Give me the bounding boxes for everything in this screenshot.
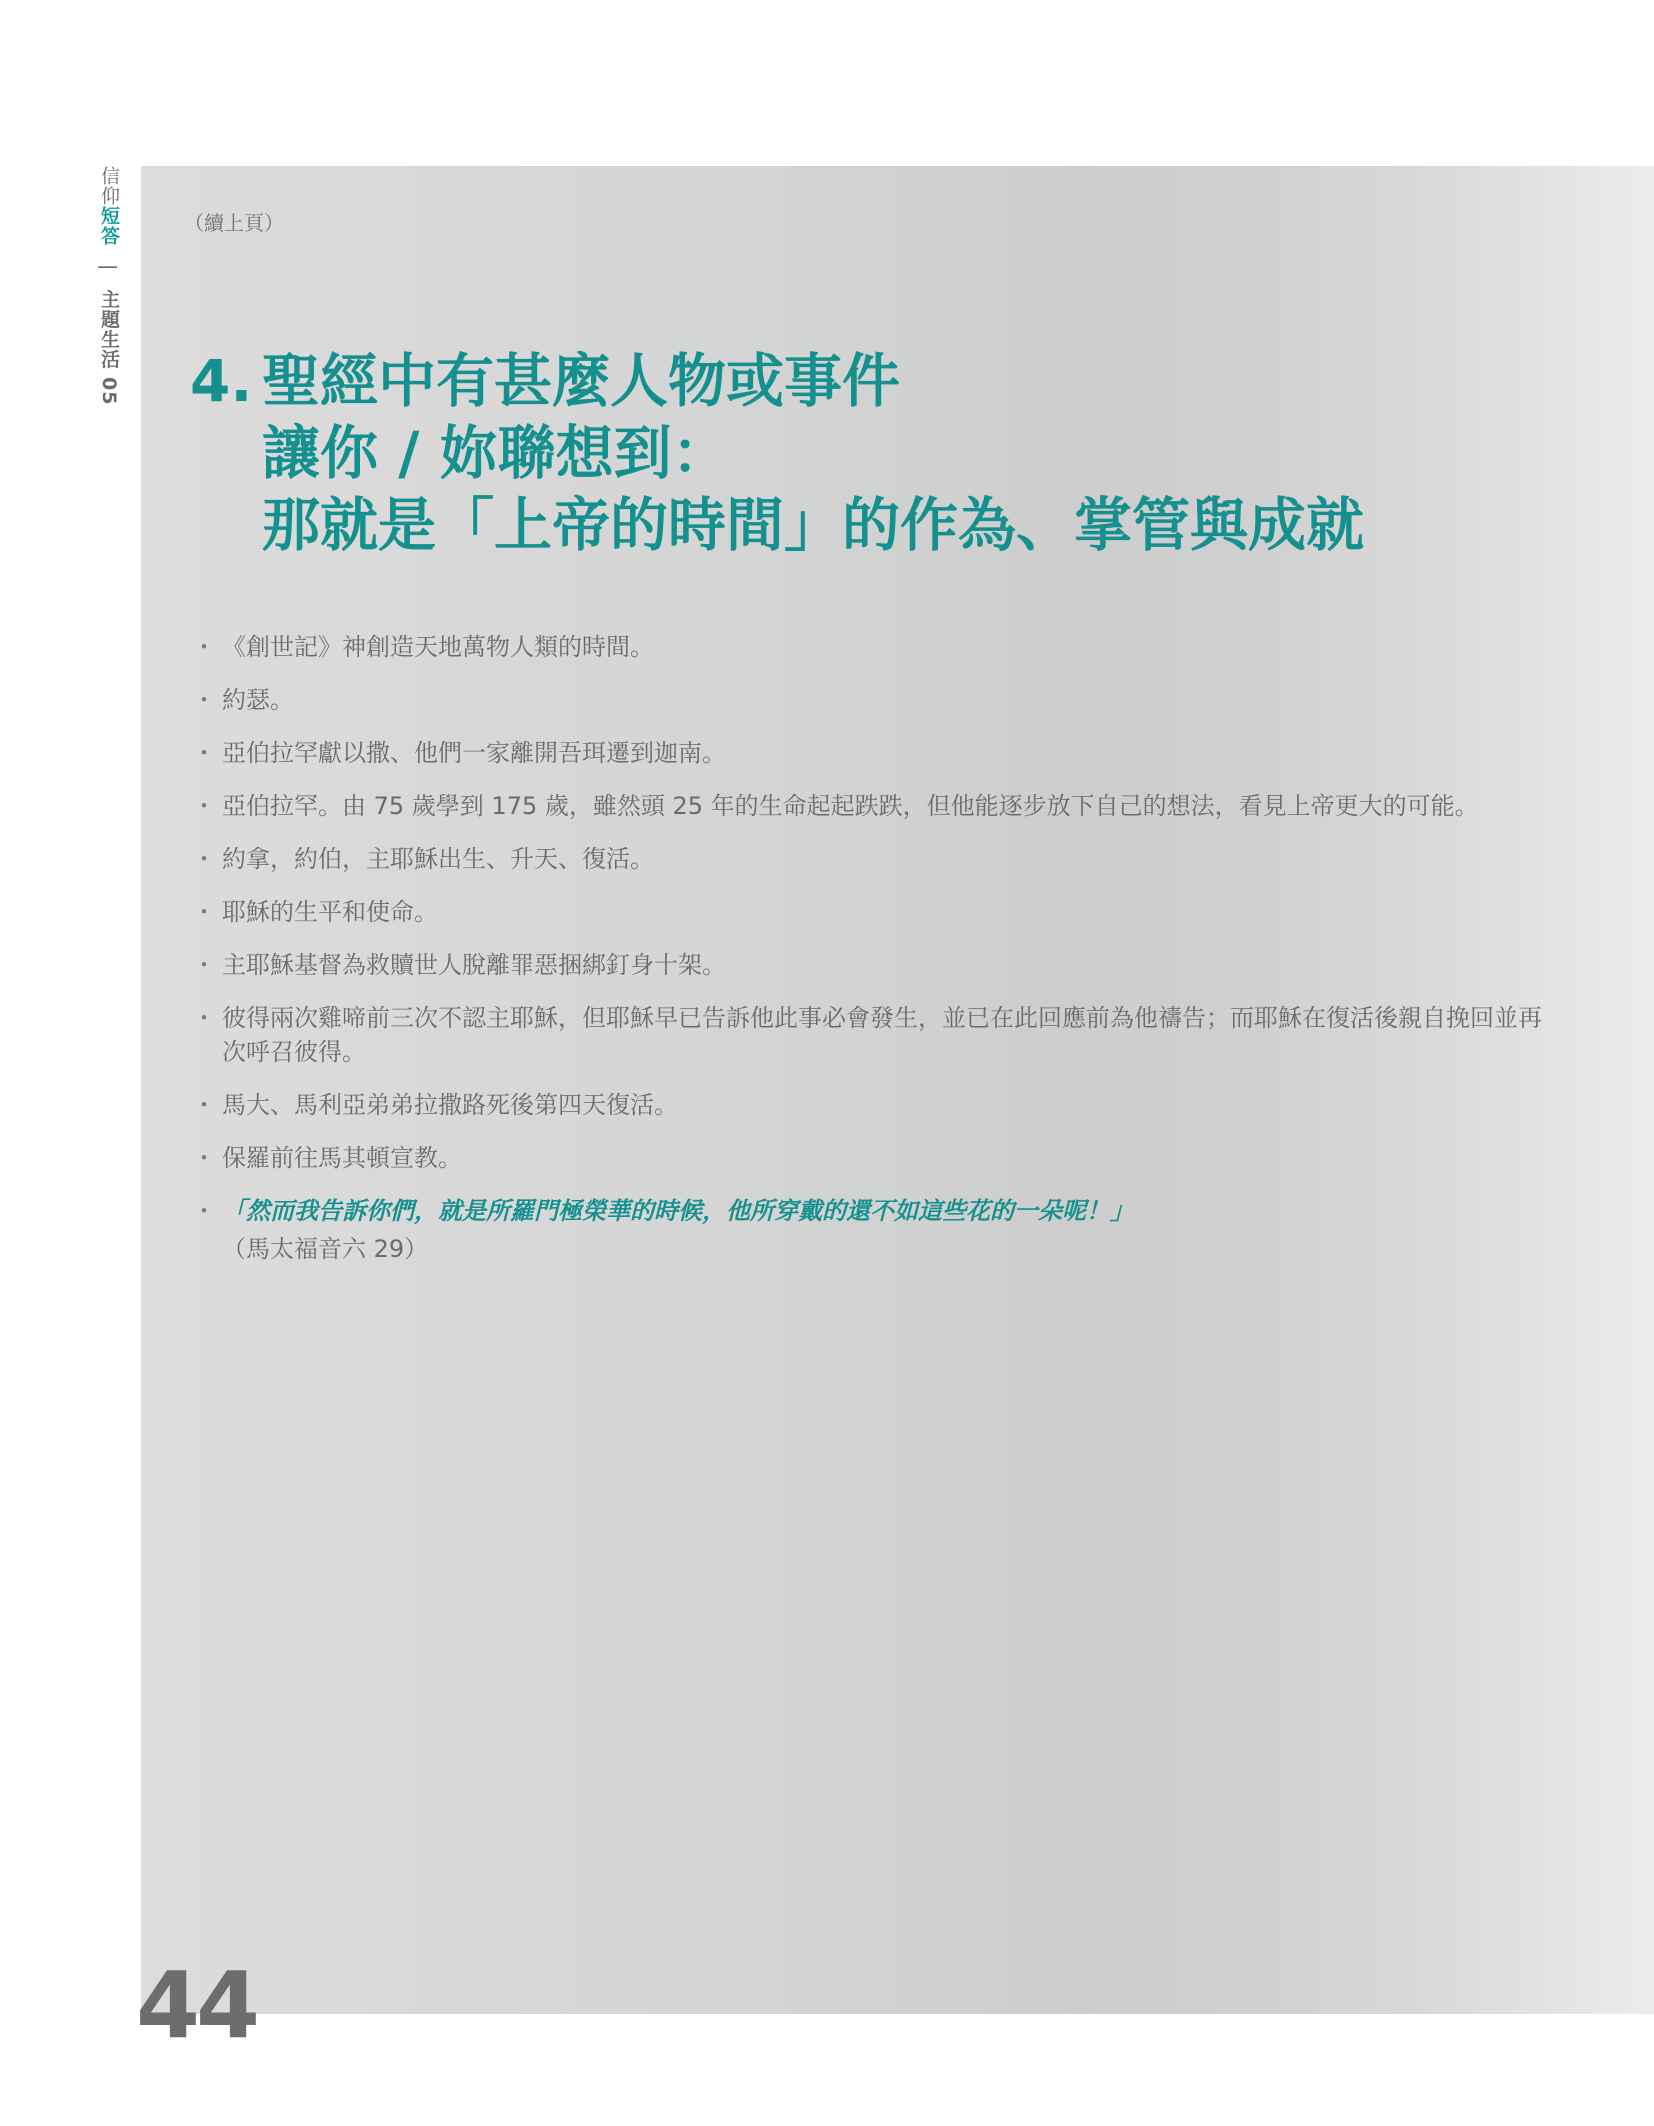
heading-number: 4.	[190, 347, 253, 415]
side-tab-prefix: 信仰	[98, 166, 120, 206]
bullet-mark: ・	[192, 1004, 216, 1032]
answer-list	[192, 630, 1552, 1285]
bullet-mark: ・	[192, 792, 216, 820]
heading-line-3: 那就是「上帝的時間」的作為、掌管與成就	[262, 491, 1365, 559]
side-tab-subtitle: 主題生活 05	[98, 289, 120, 406]
list-item	[192, 895, 1552, 929]
list-item-text: 《創世記》神創造天地萬物人類的時間。	[222, 633, 654, 661]
list-item	[192, 736, 1552, 770]
list-item	[192, 1141, 1552, 1175]
list-item	[192, 789, 1552, 823]
bible-quote: 「然而我告訴你們，就是所羅門極榮華的時候，他所穿戴的還不如這些花的一朵呢！」	[222, 1197, 1134, 1225]
list-item-text: 主耶穌基督為救贖世人脫離罪惡捆綁釘身十架。	[222, 951, 726, 979]
page-number: 44	[136, 1952, 257, 2059]
list-item	[192, 1088, 1552, 1122]
side-tab-separator: |	[98, 264, 120, 272]
bullet-mark: ・	[192, 633, 216, 661]
list-item-text: 亞伯拉罕。由 75 歲學到 175 歲，雖然頭 25 年的生命起起跌跌，但他能逐步放下自己的想法，看見上帝更大的可能。	[222, 792, 1479, 820]
list-item	[192, 1001, 1552, 1069]
quote-item	[192, 1194, 1552, 1266]
list-item-text: 約拿，約伯，主耶穌出生、升天、復活。	[222, 845, 654, 873]
heading-line-1: 聖經中有甚麼人物或事件	[262, 347, 901, 415]
list-item-text: 耶穌的生平和使命。	[222, 898, 438, 926]
side-section-tab	[96, 166, 123, 405]
bullet-mark: ・	[192, 1197, 216, 1225]
continued-note: （續上頁）	[184, 211, 284, 235]
list-item-text: 彼得兩次雞啼前三次不認主耶穌，但耶穌早已告訴他此事必會發生，並已在此回應前為他禱告；而耶穌在復活後親自挽回並再次呼召彼得。	[222, 1004, 1542, 1066]
list-item-text: 馬大、馬利亞弟弟拉撒路死後第四天復活。	[222, 1091, 678, 1119]
bible-reference: （馬太福音六 29）	[222, 1235, 429, 1263]
side-tab-accent: 短答	[98, 206, 120, 246]
bullet-mark: ・	[192, 686, 216, 714]
bullet-mark: ・	[192, 845, 216, 873]
bullet-mark: ・	[192, 1091, 216, 1119]
list-item	[192, 683, 1552, 717]
list-item-text: 約瑟。	[222, 686, 294, 714]
list-item	[192, 948, 1552, 982]
bullet-mark: ・	[192, 739, 216, 767]
list-item-text: 亞伯拉罕獻以撒、他們一家離開吾珥遷到迦南。	[222, 739, 726, 767]
heading-lines	[262, 345, 1364, 561]
list-item	[192, 630, 1552, 664]
bullet-mark: ・	[192, 951, 216, 979]
heading-line-2: 讓你 / 妳聯想到：	[262, 419, 730, 487]
list-item	[192, 842, 1552, 876]
list-item-text: 保羅前往馬其頓宣教。	[222, 1144, 462, 1172]
bullet-mark: ・	[192, 1144, 216, 1172]
section-heading	[190, 345, 1364, 561]
bullet-mark: ・	[192, 898, 216, 926]
